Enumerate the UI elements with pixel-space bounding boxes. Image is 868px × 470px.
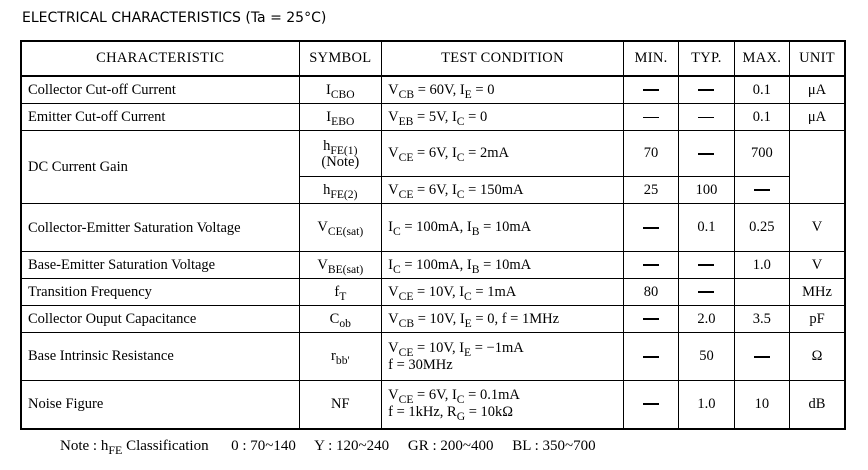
- cell-min: [623, 381, 678, 429]
- dash-mark: [643, 89, 659, 91]
- header-max: MAX.: [734, 41, 789, 76]
- cell-unit: Ω: [790, 333, 845, 381]
- cell-characteristic: Collector-Emitter Saturation Voltage: [21, 204, 299, 252]
- cell-characteristic: Noise Figure: [21, 381, 299, 429]
- cell-max: 1.0: [734, 252, 789, 279]
- cell-condition: $I_C = 100mA$, $I_B = 10mA$: [382, 204, 624, 252]
- cell-symbol: $V_{BE(sat)}$: [299, 252, 382, 279]
- cell-characteristic: Transition Frequency: [21, 279, 299, 306]
- cell-symbol: $I_{CBO}$: [299, 76, 382, 104]
- cell-symbol: $I_{EBO}$: [299, 104, 382, 131]
- dash-mark: [754, 189, 770, 191]
- cell-typ: [679, 104, 734, 131]
- table-header-row: [21, 41, 845, 76]
- cell-min: [623, 252, 678, 279]
- dash-mark: [698, 153, 714, 155]
- cell-min: [623, 333, 678, 381]
- dash-mark: [643, 264, 659, 266]
- cell-unit: V: [790, 204, 845, 252]
- cell-condition: $V_{EB} = 5V$, $I_C = 0$: [382, 104, 624, 131]
- dash-mark: [643, 227, 659, 229]
- cell-min: 70: [623, 131, 678, 177]
- cell-characteristic: Collector Cut-off Current: [21, 76, 299, 104]
- cell-symbol: $V_{CE(sat)}$: [299, 204, 382, 252]
- dash-mark: [643, 117, 659, 118]
- cell-unit: pF: [790, 306, 845, 333]
- cell-max: 3.5: [734, 306, 789, 333]
- cell-symbol: $h_{FE(2)}$: [299, 177, 382, 204]
- cell-max: 0.1: [734, 76, 789, 104]
- cell-max: 0.25: [734, 204, 789, 252]
- dash-mark: [698, 117, 714, 118]
- cell-unit: V: [790, 252, 845, 279]
- cell-characteristic: Base Intrinsic Resistance: [21, 333, 299, 381]
- cell-symbol: $h_{FE(1)}$ (Note): [299, 131, 382, 177]
- cell-typ: [679, 252, 734, 279]
- dash-mark: [698, 264, 714, 266]
- cell-condition: $V_{CB} = 60V$, $I_E = 0$: [382, 76, 624, 104]
- cell-typ: [679, 279, 734, 306]
- table-row: [21, 76, 845, 104]
- header-typ: TYP.: [679, 41, 734, 76]
- cell-min: [623, 306, 678, 333]
- dash-mark: [643, 403, 659, 405]
- table-row: [21, 306, 845, 333]
- dash-mark: [643, 318, 659, 320]
- cell-typ: [679, 76, 734, 104]
- cell-typ: 100: [679, 177, 734, 204]
- cell-unit: dB: [790, 381, 845, 429]
- header-symbol: SYMBOL: [299, 41, 382, 76]
- cell-symbol: $C_{ob}$: [299, 306, 382, 333]
- cell-unit: μA: [790, 76, 845, 104]
- cell-min: [623, 204, 678, 252]
- cell-characteristic: Emitter Cut-off Current: [21, 104, 299, 131]
- cell-max: [734, 177, 789, 204]
- header-characteristic: CHARACTERISTIC: [21, 41, 299, 76]
- cell-condition: $V_{CE} = 10V$, $I_C = 1mA$: [382, 279, 624, 306]
- cell-condition: $V_{CE} = 10V$, $I_E = -1mA$ f = 30MHz: [382, 333, 624, 381]
- cell-characteristic: Base-Emitter Saturation Voltage: [21, 252, 299, 279]
- table-row: [21, 131, 845, 177]
- cell-condition: $V_{CB} = 10V$, $I_E = 0$, f = 1MHz: [382, 306, 624, 333]
- dash-mark: [698, 89, 714, 91]
- cell-typ: 2.0: [679, 306, 734, 333]
- header-test-condition: TEST CONDITION: [382, 41, 624, 76]
- cell-characteristic: DC Current Gain: [21, 131, 299, 204]
- cell-typ: [679, 131, 734, 177]
- dash-mark: [643, 356, 659, 358]
- cell-max: 0.1: [734, 104, 789, 131]
- header-min: MIN.: [623, 41, 678, 76]
- cell-condition: $I_C = 100mA$, $I_B = 10mA$: [382, 252, 624, 279]
- cell-symbol: NF: [299, 381, 382, 429]
- cell-min: [623, 76, 678, 104]
- cell-condition: $V_{CE} = 6V$, $I_C = 0.1mA$ f = 1kHz, $R_G = 10k\Omega$: [382, 381, 624, 429]
- table-row: [21, 104, 845, 131]
- cell-max: 10: [734, 381, 789, 429]
- cell-characteristic: Collector Ouput Capacitance: [21, 306, 299, 333]
- cell-symbol: $f_T$: [299, 279, 382, 306]
- header-unit: UNIT: [790, 41, 845, 76]
- cell-max: [734, 333, 789, 381]
- cell-typ: 1.0: [679, 381, 734, 429]
- cell-unit: [790, 131, 845, 204]
- cell-unit: μA: [790, 104, 845, 131]
- table-row: [21, 204, 845, 252]
- cell-min: 25: [623, 177, 678, 204]
- cell-unit: MHz: [790, 279, 845, 306]
- table-row: [21, 252, 845, 279]
- dash-mark: [754, 356, 770, 358]
- cell-condition: $V_{CE} = 6V$, $I_C = 150mA$: [382, 177, 624, 204]
- table-row: [21, 333, 845, 381]
- table-row: [21, 381, 845, 429]
- electrical-characteristics-table: [20, 40, 846, 430]
- cell-typ: 0.1: [679, 204, 734, 252]
- cell-max: 700: [734, 131, 789, 177]
- hfe-classification-note: Note : $h_{FE}$ Classification 0 : 70~140 Y : 120~240 GR : 200~400 BL : 350~700: [60, 438, 596, 457]
- cell-max: [734, 279, 789, 306]
- section-title: ELECTRICAL CHARACTERISTICS (Ta = 25°C): [22, 10, 327, 26]
- table-row: [21, 279, 845, 306]
- cell-symbol: $r_{bb'}$: [299, 333, 382, 381]
- cell-typ: 50: [679, 333, 734, 381]
- cell-min: 80: [623, 279, 678, 306]
- cell-condition: $V_{CE} = 6V$, $I_C = 2mA$: [382, 131, 624, 177]
- cell-min: [623, 104, 678, 131]
- dash-mark: [698, 291, 714, 293]
